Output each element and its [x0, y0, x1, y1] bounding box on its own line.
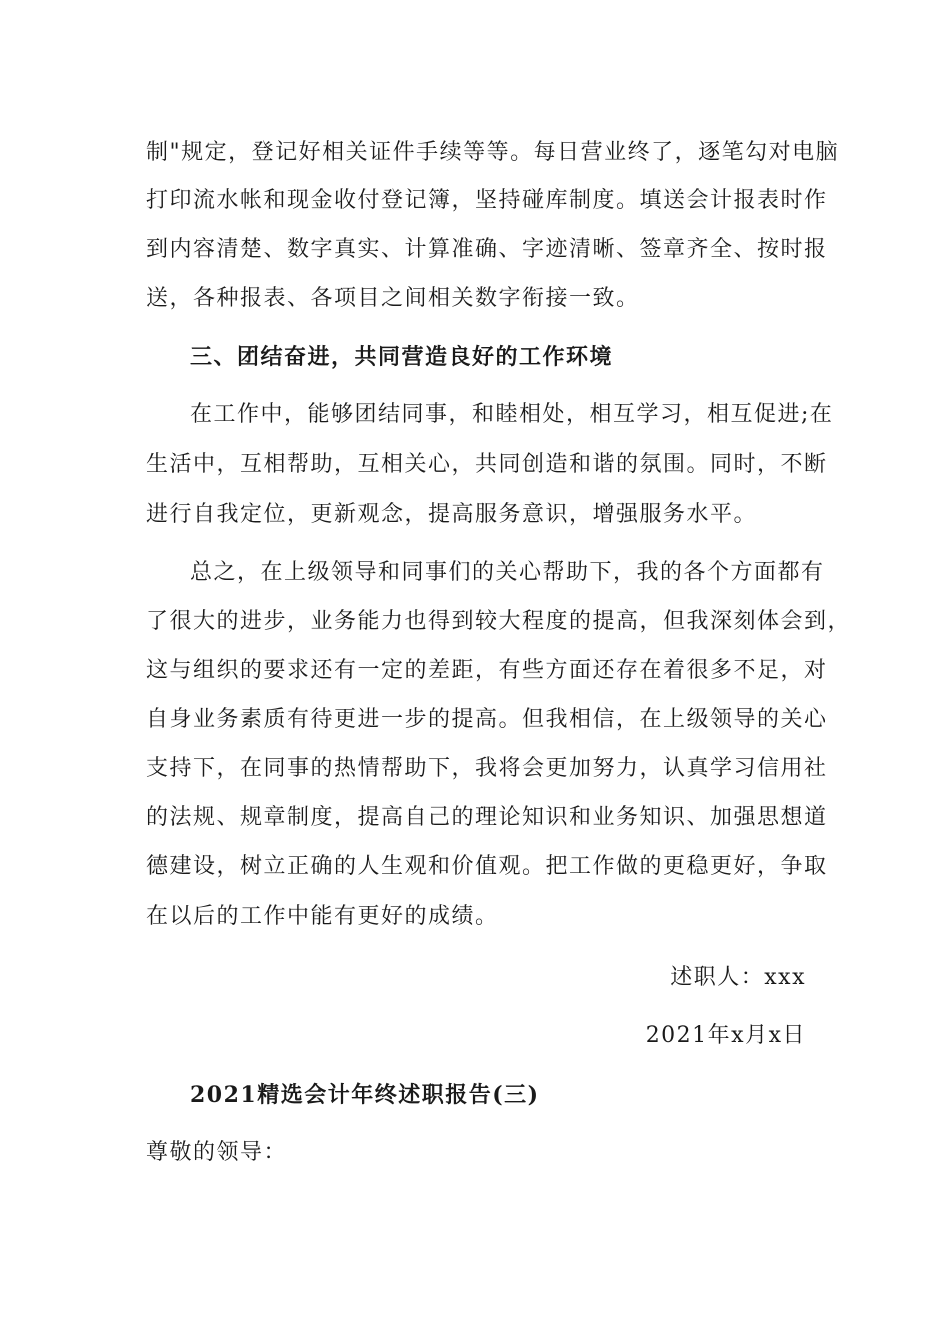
signature-date: 2021年x月x日 — [645, 1023, 806, 1048]
paragraph-3-line-3: 这与组织的要求还有一定的差距，有些方面还存在着很多不足，对 — [146, 658, 828, 683]
salutation: 尊敬的领导： — [146, 1140, 288, 1165]
paragraph-3-line-2: 了很大的进步，业务能力也得到较大程度的提高，但我深刻体会到， — [146, 609, 852, 634]
paragraph-1-line-4: 送，各种报表、各项目之间相关数字衔接一致。 — [146, 286, 640, 311]
paragraph-2-line-1: 在工作中，能够团结同事，和睦相处，相互学习，相互促进;在 — [190, 402, 834, 427]
paragraph-3-line-7: 德建设，树立正确的人生观和价值观。把工作做的更稳更好，争取 — [146, 854, 828, 879]
paragraph-2-line-2: 生活中，互相帮助，互相关心，共同创造和谐的氛围。同时，不断 — [146, 452, 828, 477]
paragraph-3-line-1: 总之，在上级领导和同事们的关心帮助下，我的各个方面都有 — [190, 560, 825, 585]
paragraph-3-line-6: 的法规、规章制度，提高自己的理论知识和业务知识、加强思想道 — [146, 805, 828, 830]
paragraph-3-line-5: 支持下，在同事的热情帮助下，我将会更加努力，认真学习信用社 — [146, 756, 828, 781]
paragraph-2-line-3: 进行自我定位，更新观念，提高服务意识，增强服务水平。 — [146, 502, 758, 527]
paragraph-1-line-1: 制"规定，登记好相关证件手续等等。每日营业终了，逐笔勾对电脑 — [146, 140, 840, 165]
paragraph-3-line-8: 在以后的工作中能有更好的成绩。 — [146, 904, 499, 929]
signature-name: 述职人：xxx — [670, 965, 806, 990]
paragraph-1-line-3: 到内容清楚、数字真实、计算准确、字迹清晰、签章齐全、按时报 — [146, 237, 828, 262]
paragraph-1-line-2: 打印流水帐和现金收付登记簿，坚持碰库制度。填送会计报表时作 — [146, 188, 828, 213]
paragraph-3-line-4: 自身业务素质有待更进一步的提高。但我相信，在上级领导的关心 — [146, 707, 828, 732]
section-heading: 三、团结奋进，共同营造良好的工作环境 — [190, 344, 614, 370]
next-report-title: 2021精选会计年终述职报告(三) — [190, 1082, 540, 1108]
